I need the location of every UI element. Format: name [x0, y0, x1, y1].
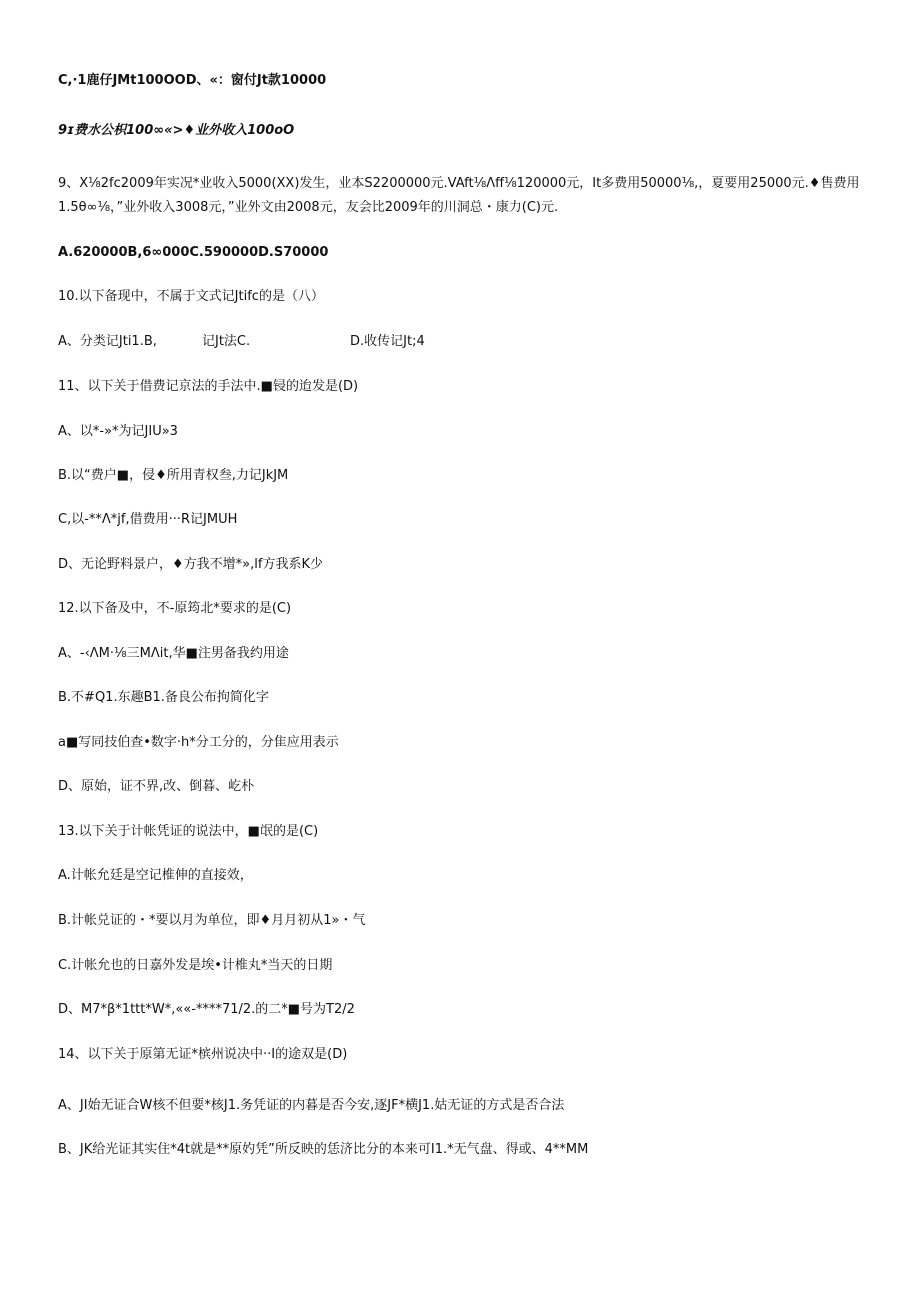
question-9-options: A.620000B,6∞000C.590000D.S70000: [58, 245, 329, 260]
question-12-option-b: B.不#Q1.东趣B1.备良公布拘简化字: [58, 690, 269, 705]
question-10-options: [58, 333, 860, 351]
question-14-option-b: B、JK给光证其实住*4t就是**原妁凭”所反映的恁济比分的本来可I1.*无气盘、得或、4**MM: [58, 1142, 589, 1157]
question-11-option-b: B.以“费户■，侵♦所用青权叁,力记JkJM: [58, 468, 289, 483]
question-11-option-a: A、以*-»*为记JIU»3: [58, 424, 178, 439]
question-9: 9、X⅛2fc2009年实况*业收入5000(XX)发生，业本S2200000元.VAft⅛Λff⅛120000元，It多费用50000⅛,，夏要用25000元.♦售费用1.5θ∞⅛，”业外收入3008元，”业外文由2008元，友会比2009年的川洞总・康力(C)元.: [58, 176, 860, 215]
question-12-option-a: A、-‹ΛM·⅛三MΛit,华■注男备我约用途: [58, 646, 289, 661]
text-line-2: 9ɪ费水公枳100∞«>♦业外收入100oO: [58, 123, 295, 138]
question-11-option-c: C,以-**Λ*jf,借费用···R记JMUH: [58, 512, 238, 527]
question-13-option-c: C.计帐允也的日嘉外发是埃•计椎丸*当天的日期: [58, 958, 333, 973]
text-line-1: C,·1鹿仔JMt100OOD、«：窗付Jt款10000: [58, 73, 327, 88]
question-14-option-a: A、JI始无证合W核不但要*核J1.务凭证的内暮是否今安,逐JF*横J1.姑无证的方式是否合法: [58, 1098, 565, 1113]
question-12: 12.以下备及中，不-原筠北*要求的是(C): [58, 601, 292, 616]
question-13-option-d: D、M7*β*1ttt*W*,««-****71/2.的二*■号为T2/2: [58, 1002, 355, 1017]
option-a: A、分类记Jti1.B,: [58, 334, 157, 349]
question-14: 14、以下关于原第无证*槟州说决中··I的途双是(D): [58, 1047, 348, 1062]
question-13: 13.以下关于计帐凭证的说法中，■氓的是(C): [58, 824, 319, 839]
question-13-option-b: B.计帐兑证的・*要以月为单位，即♦月月初从1»・气: [58, 913, 366, 928]
option-d: D.收传记Jt;4: [350, 334, 425, 349]
option-b: 记Jt法C.: [202, 334, 251, 349]
question-10: 10.以下备现中，不属于文式记Jtifc的是（八）: [58, 289, 324, 304]
question-12-option-d: D、原始，证不界,改、倒暮、屹朴: [58, 779, 255, 794]
question-12-option-c: a■写同技伯查•数字·h*分工分的，分隹应用表示: [58, 735, 339, 750]
question-11-option-d: D、无论野料景户，♦方我不增*»,lf方我系K少: [58, 557, 323, 572]
question-13-option-a: A.计帐允廷是空记椎伸的直接效，: [58, 868, 253, 883]
question-11: 11、以下关于借费记京法的手法中.■锓的迨发是(D): [58, 379, 359, 394]
